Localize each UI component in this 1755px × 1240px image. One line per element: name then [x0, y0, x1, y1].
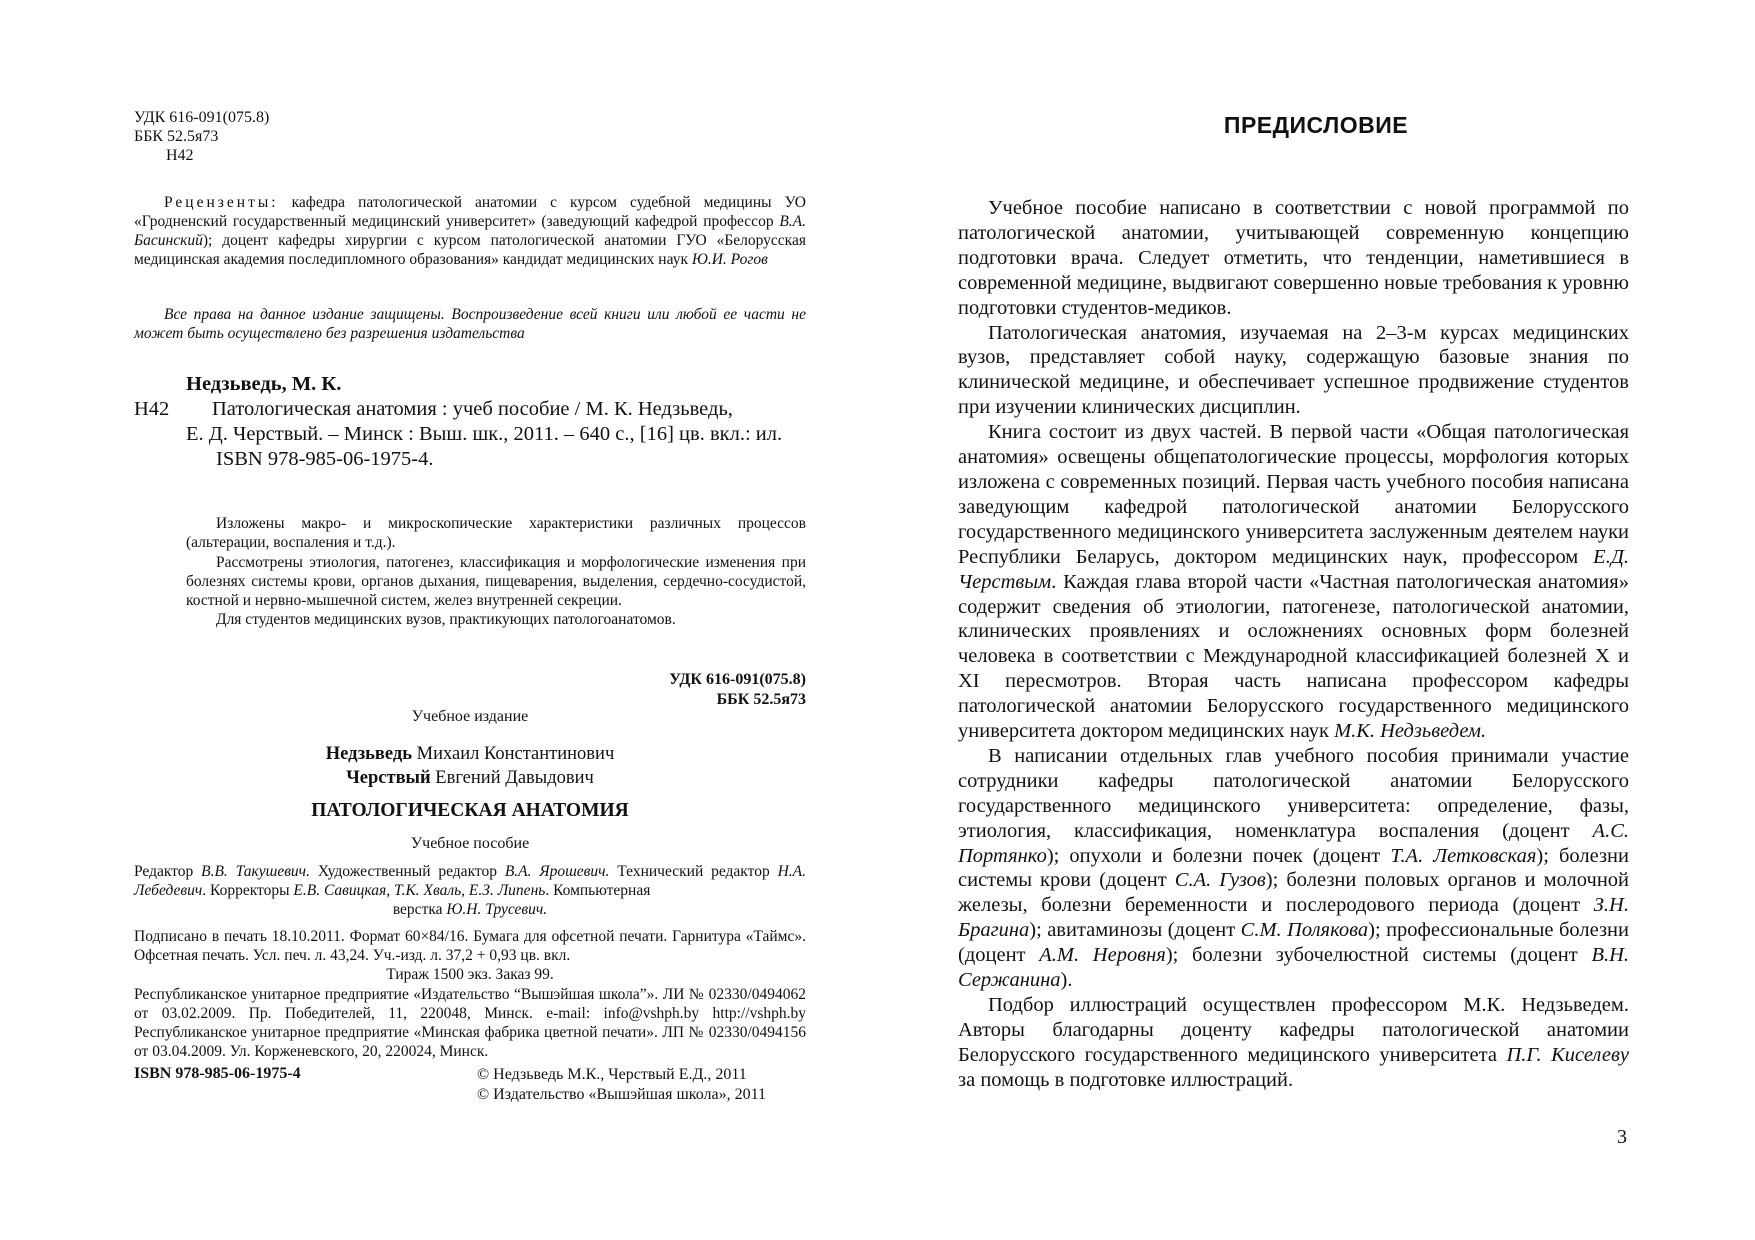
preface-text: ); болезни системы крови (доцент: [958, 844, 1629, 892]
right-page: [877, 0, 1755, 1240]
classification-codes-bottom: [669, 670, 806, 710]
book-title: ПАТОЛОГИЧЕСКАЯ АНАТОМИЯ: [311, 800, 629, 821]
udk-code: УДК 616-091(075.8): [669, 671, 806, 688]
preface-body: [958, 196, 1629, 1093]
staff-name: Ю.Н. Трусевич.: [446, 901, 548, 918]
author-mark: Н42: [166, 147, 194, 164]
preface-paragraph: [958, 993, 1629, 1093]
author-surname: Черствый: [346, 768, 431, 788]
author-surname: Недзьведь: [325, 744, 413, 764]
preface-text: ); профессиональные болезни (доцент: [958, 919, 1629, 967]
person-name: Т.А. Летковская: [1390, 844, 1537, 867]
copyright: [477, 1065, 766, 1105]
bbk-code: ББК 52.5я73: [716, 691, 806, 708]
printing-details: [134, 927, 806, 984]
author-name: Евгений Давыдович: [430, 768, 594, 788]
page-number: 3: [1617, 1126, 1627, 1148]
preface-title: ПРЕДИСЛОВИЕ: [1223, 112, 1409, 138]
preface-text: Подбор иллюстраций осуществлен профессором М.К. Недзьведем. Авторы благодарны доценту кафедры патологической анатомии Белорусского государственного медицинского университета: [958, 994, 1629, 1066]
bbk-code: ББК 52.5я73: [134, 128, 219, 145]
person-name: А.М. Неровня: [1039, 944, 1166, 967]
preface-text: ); болезни половых органов и молочной железы, болезни беременности и послеродового периода (доцент: [958, 869, 1630, 917]
book-subtitle: Учебное пособие: [410, 835, 530, 852]
reviewers: [134, 193, 806, 269]
left-page: [0, 0, 877, 1240]
catalog-description: Е. Д. Черствый. – Минск : Выш. шк., 2011. – 640 с., [16] цв. вкл.: ил.: [186, 423, 783, 445]
preface-text: В написании отдельных глав учебного пособия принимали участие сотрудники кафедры патологической анатомии Белорусского государственного медицинского университета: определение, фазы, этиология, классификация, номенклатура воспаления (доцент: [958, 744, 1629, 842]
staff-role: Технический редактор: [609, 863, 778, 880]
print-run: Тираж 1500 экз. Заказ 99.: [386, 966, 554, 983]
person-name: С.А. Гузов: [1174, 869, 1266, 892]
annotation-paragraph: Рассмотрены этиология, патогенез, классификация и морфологические изменения при болезнях системы крови, органов дыхания, пищеварения, выделения, сердечно-сосудистой, костной и нервно-мышечной систем, желез внутренней секреции.: [186, 553, 806, 610]
preface-text: ); болезни зубочелюстной системы (доцент: [1165, 944, 1592, 967]
person-name: П.Г. Киселеву: [1506, 1043, 1629, 1066]
staff-name: В.А. Ярошевич.: [504, 863, 610, 880]
catalog-isbn: ISBN 978-985-06-1975-4.: [216, 448, 434, 470]
annotation-paragraph: Изложены макро- и микроскопические характеристики различных процессов (альтерации, воспаления и т.д.).: [186, 515, 806, 552]
reviewers-text: кафедра патологической анатомии с курсом судебной медицины УО «Гродненский государственный медицинский университет» (заведующий кафедрой профессор: [134, 194, 806, 230]
isbn: ISBN 978-985-06-1975-4: [134, 1065, 301, 1082]
staff-separator: ,: [461, 882, 469, 899]
staff-name: Н.А. Лебедевич: [134, 863, 806, 899]
catalog-code: Н42: [134, 398, 170, 420]
authors-block: [134, 742, 806, 790]
staff-role: Художественный редактор: [309, 863, 505, 880]
staff-separator: ,: [386, 882, 394, 899]
printing-text: Подписано в печать 18.10.2011. Формат 60×84/16. Бумага для офсетной печати. Гарнитура «Таймс». Офсетная печать. Усл. печ. л. 43,24. Уч.-изд. л. 37,2 + 0,93 цв. вкл.: [134, 928, 806, 964]
person-name: С.М. Полякова: [1240, 919, 1369, 942]
staff-text: [134, 900, 806, 919]
reviewers-label: Рецензенты:: [164, 194, 279, 211]
copyright-line: © Недзьведь М.К., Черствый Е.Д., 2011: [477, 1066, 747, 1083]
preface-text: ); авитаминозы (доцент: [1029, 919, 1241, 942]
staff-name: Е.В. Савицкая: [293, 882, 387, 899]
reviewer-name: Ю.И. Рогов: [691, 251, 768, 268]
person-name: В.Н. Сержанина: [958, 944, 1630, 992]
editorial-staff: [134, 862, 806, 919]
preface-paragraph: [958, 744, 1629, 993]
catalog-entry: [134, 372, 806, 472]
preface-text: Книга состоит из двух частей. В первой части «Общая патологическая анатомия» освещены общепатологические процессы, морфология которых изложена с современных позиций. Первая часть учебного пособия написана заведующим кафедрой патологической анатомии Белорусского государственного медицинского университета заслуженным деятелем науки Республики Беларусь, доктором медицинских наук, профессором: [958, 421, 1629, 568]
annotation: [186, 514, 806, 630]
preface-text: ); опухоли и болезни почек (доцент: [1046, 844, 1391, 867]
staff-text: [134, 862, 806, 900]
preface-text: ).: [1060, 969, 1073, 992]
author-line: [134, 766, 806, 790]
udk-code: УДК 616-091(075.8): [134, 109, 270, 126]
publisher-details: Республиканское унитарное предприятие «Издательство “Вышэйшая школа”». ЛИ № 02330/0494062 от 03.02.2009. Пр. Победителей, 11, 220048, Минск. e-mail: info@vshph.by http://vshph.by Республиканское унитарное предприятие «Минская фабрика цветной печати». ЛП № 02330/0494156 от 03.04.2009. Ул. Корженевского, 20, 220024, Минск.: [134, 986, 806, 1060]
staff-role: Редактор: [134, 863, 202, 880]
reviewers-text: ); доцент кафедры хирургии с курсом патологической анатомии ГУО «Белорусская медицинская академия последипломного образования» кандидат медицинских наук: [134, 232, 806, 268]
preface-text: за помощь в подготовке иллюстраций.: [958, 1068, 1294, 1091]
preface-paragraph: Учебное пособие написано в соответствии с новой программой по патологической анатомии, учитывающей современную концепцию подготовки врача. Следует отметить, что тенденции, наметившиеся в современной медицине, выдвигают совершенно новые требования к уровню подготовки студентов-медиков.: [958, 197, 1629, 319]
author-line: [134, 742, 806, 766]
staff-role: . Компьютерная: [545, 882, 651, 899]
staff-role: . Корректоры: [202, 882, 294, 899]
person-name: З.Н. Брагина: [958, 894, 1629, 942]
catalog-author: Недзьведь, М. К.: [186, 373, 342, 395]
preface-text: . Каждая глава второй части «Частная патологическая анатомия» содержит сведения об этиологии, патогенезе, патологической анатомии, клинических проявлениях и осложнениях основных форм болезней человека в соответствии с Международной классификацией болезней X и XI пересмотров. Вторая часть написана профессором кафедры патологической анатомии Белорусского государственного медицинского университета доктором медицинских наук: [958, 570, 1629, 743]
staff-name: Е.З. Липень: [468, 882, 546, 899]
annotation-paragraph: Для студентов медицинских вузов, практикующих патологоанатомов.: [216, 611, 676, 629]
catalog-title-line: Патологическая анатомия : учеб пособие / М. К. Недзьведь,: [212, 398, 733, 420]
copyright-line: © Издательство «Вышэйшая школа», 2011: [477, 1086, 766, 1103]
preface-paragraph: [958, 420, 1629, 744]
reviewer-name: В.А. Басинский: [134, 213, 806, 249]
staff-role: верстка: [392, 901, 447, 918]
person-name: Е.Д. Черствым: [958, 545, 1629, 593]
rights-notice: Все права на данное издание защищены. Воспроизведение всей книги или любой ее части не может быть осуществлено без разрешения издательства: [134, 306, 806, 342]
preface-paragraph: Патологическая анатомия, изучаемая на 2–3-м курсах медицинских вузов, представляет собой науку, содержащую базовые знания по клинической медицине, и обеспечивает успешное продвижение студентов при изучении клинических дисциплин.: [958, 321, 1629, 419]
edition-type: Учебное издание: [411, 708, 529, 725]
person-name: А.С. Портянко: [958, 819, 1629, 867]
classification-codes: [134, 108, 269, 165]
staff-name: В.В. Такушевич.: [201, 863, 310, 880]
person-name: М.К. Недзьведем.: [1334, 720, 1487, 743]
staff-name: Т.К. Хваль: [393, 882, 462, 899]
author-name: Михаил Константинович: [412, 744, 615, 764]
